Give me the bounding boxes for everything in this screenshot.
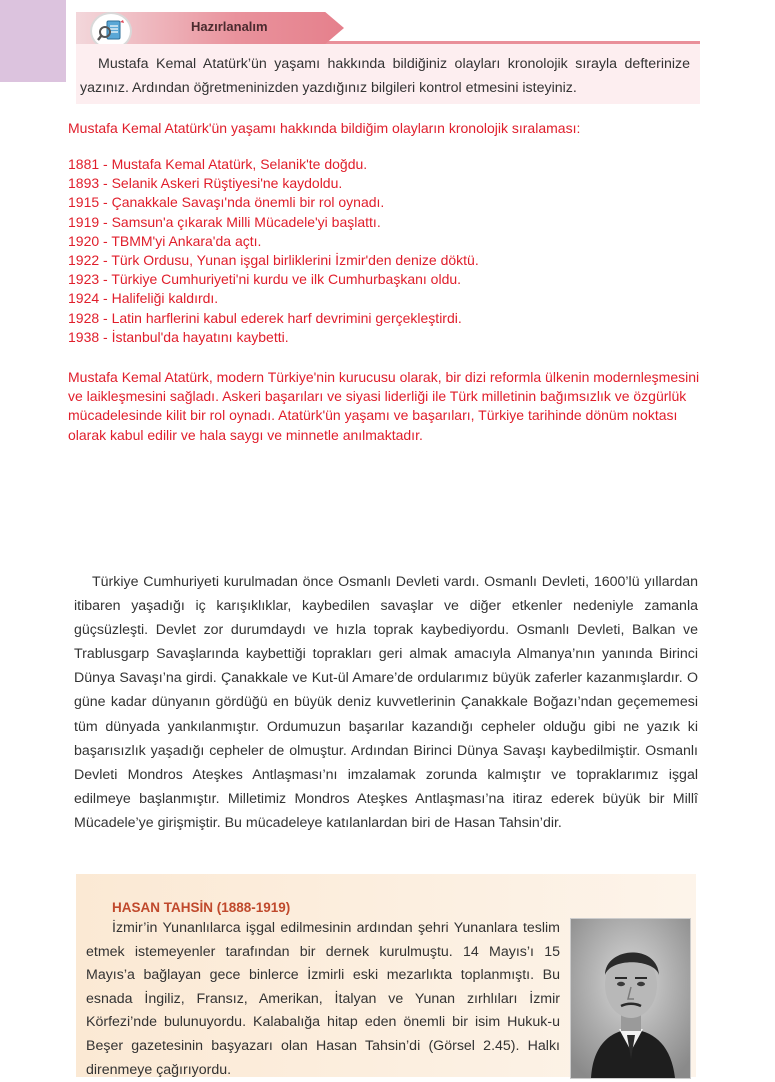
timeline-item: 1922 - Türk Ordusu, Yunan işgal birliklerini İzmir'den denize döktü. [68,251,479,268]
answer-heading: Mustafa Kemal Atatürk'ün yaşamı hakkında bildiğim olayların kronolojik sıralaması: [68,120,581,136]
page-corner-tab [0,0,66,82]
timeline-item: 1920 - TBMM'yi Ankara'da açtı. [68,232,262,249]
timeline-item: 1915 - Çanakkale Savaşı'nda önemli bir rol oynadı. [68,194,385,211]
bio-paragraph [86,917,560,1082]
portrait-photo [570,918,691,1079]
timeline-item: 1893 - Selanik Askeri Rüştiyesi'ne kaydoldu. [68,175,343,192]
bio-paragraph-text: İzmir’in Yunanlılarca işgal edilmesinin ardından şehri Yunanlara teslim etmek istemeyenler tarafından bir dernek kurulmuştu. 14 Mayıs’ı 15 Mayıs’a bağlayan gece binlerce İzmirli eski mezarlıkta toplanmıştı. Bu esnada İngiliz, Fransız, Amerikan, İtalyan ve Yunan zırhlıları İzmir Körfezi’nde bulunuyordu. Kalabalığa hitap eden önemli bir isim Hukuk-u Beşer gazetesinin başyazarı olan Hasan Tahsin’di (Görsel 2.45). Halkı direnmeye çağırıyordu. [86,920,560,1078]
timeline-item: 1919 - Samsun'a çıkarak Milli Mücadele'yi başlattı. [68,213,381,230]
answer-summary: Mustafa Kemal Atatürk, modern Türkiye'nin kurucusu olarak, bir dizi reformla ülkenin modernleşmesini ve laikleşmesini sağladı. Askeri başarıları ve siyasi liderliği ile Türk milletinin bağımsızlık ve özgürlük mücadelesinde kilit bir rol oynadı. Atatürk'ün yaşamı ve başarıları, Türkiye tarihinde dönüm noktası olarak kabul edilir ve hala saygı ve minnetle anılmaktadır. [68,369,700,443]
section-banner [76,12,700,44]
timeline-item: 1938 - İstanbul'da hayatını kaybetti. [68,328,289,345]
section-title: Hazırlanalım [191,19,268,34]
timeline-item: 1923 - Türkiye Cumhuriyeti'ni kurdu ve ilk Cumhurbaşkanı oldu. [68,271,462,288]
timeline-list [68,155,718,347]
timeline-item: 1881 - Mustafa Kemal Atatürk, Selanik'te doğdu. [68,156,368,172]
prep-instruction-text: Mustafa Kemal Atatürk’ün yaşamı hakkında bildiğiniz olayları kronolojik sırayla defterinize yazınız. Ardından öğretmeninizden yazdığınız bilgileri kontrol etmesini isteyiniz. [80,56,690,96]
bio-title: HASAN TAHSİN (1888-1919) [112,900,291,915]
body-paragraph-text: Türkiye Cumhuriyeti kurulmadan önce Osmanlı Devleti vardı. Osmanlı Devleti, 1600’lü yıllardan itibaren yaşadığı iç karışıklıklar, kaybedilen savaşlar ve diğer etkenler nedeniyle zamanla güçsüzleşti. Devlet zor durumdaydı ve hızla toprak kaybediyordu. Osmanlı Devleti, Balkan ve Trablusgarp Savaşlarında kaybettiği toprakları geri almak amacıyla Almanya’nın yanında Birinci Dünya Savaşı’na girdi. Çanakkale ve Kut-ül Amare’de ordularımız büyük zaferler kazanmışlardır. O güne kadar dünyanın gördüğü en büyük deniz kuvvetlerinin Çanakkale Boğazı’ndan geçememesi tüm dünyada yankılanmıştır. Ordumuzun başarılar kazandığı cepheler olduğu gibi ne yazık ki başarısızlık yaşadığı cepheler de olmuştur. Ardından Birinci Dünya Savaşı kaybedilmiştir. Osmanlı Devleti Mondros Ateşkes Antlaşması’nı imzalamak zorunda kalmıştır ve topraklarımız işgal edilmeye başlanmıştır. Milletimiz Mondros Ateşkes Antlaşması’na itiraz ederek büyük bir Millî Mücadele’ye girişmiştir. Bu mücadeleye katılanlardan biri de Hasan Tahsin’dir. [74,574,698,831]
timeline-item: 1928 - Latin harflerini kabul ederek harf devrimini gerçekleştirdi. [68,309,462,326]
prep-instruction [80,52,690,100]
body-paragraph [74,570,698,835]
timeline-item: 1924 - Halifeliği kaldırdı. [68,290,219,307]
